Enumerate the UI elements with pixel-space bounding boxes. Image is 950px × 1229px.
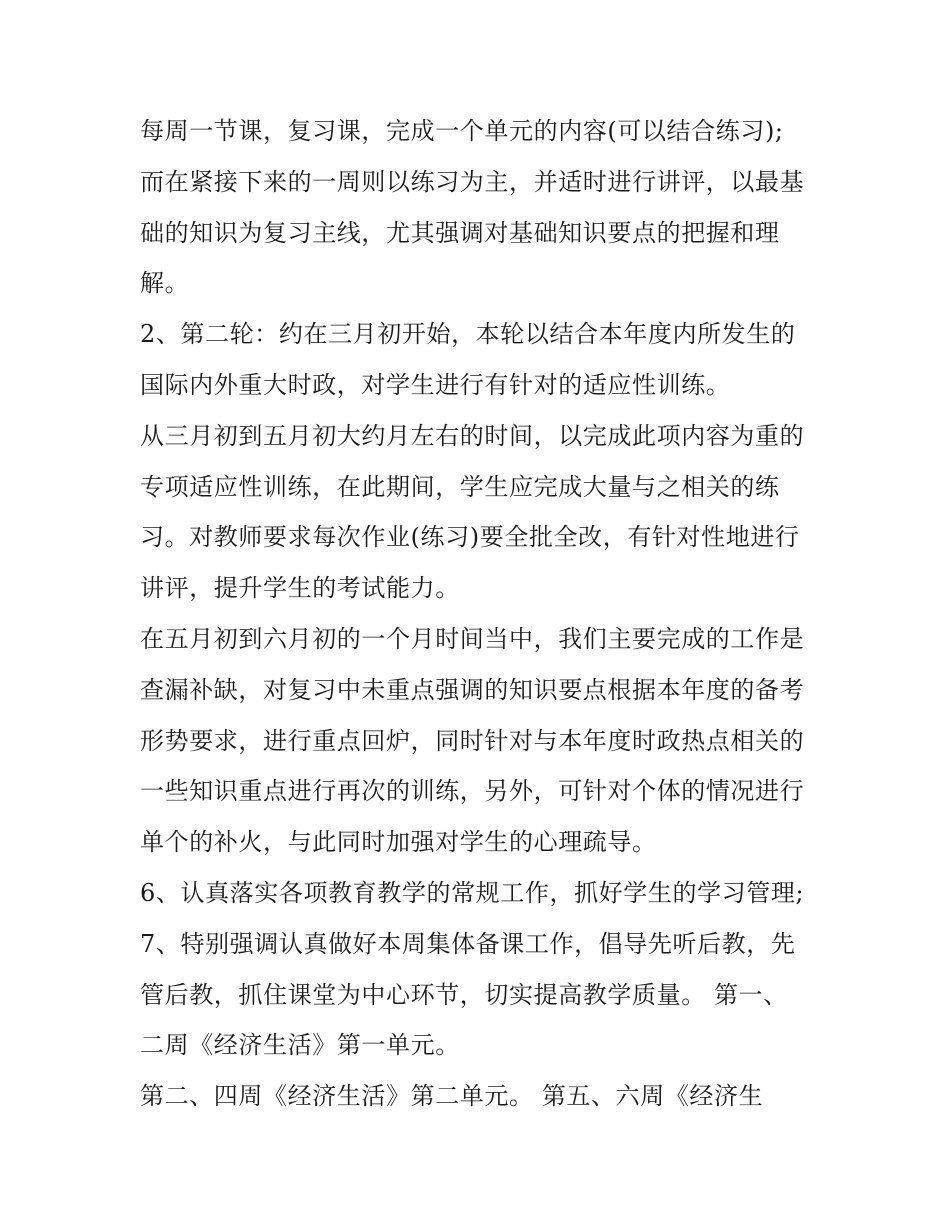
text-line: 讲评，提升学生的考试能力。 [140,574,460,603]
text-line: 每周一节课，复习课，完成一个单元的内容(可以结合练习); [140,117,784,145]
text-line: 国际内外重大时政，对学生进行有针对的适应性训练。 [140,370,731,399]
text-line: 而在紧接下来的一周则以练习为主，并适时进行讲评，以最基 [140,167,805,196]
text-line: 二周《经济生活》第一单元。 [140,1031,460,1060]
text-line: 2、第二轮：约在三月初开始，本轮以结合本年度内所发生的 [140,320,796,349]
text-line: 解。 [140,269,190,298]
text-line: 7、特别强调认真做好本周集体备课工作，倡导先听后教，先 [140,929,796,958]
text-line: 单个的补火，与此同时加强对学生的心理疏导。 [140,828,657,857]
document-body [140,106,820,1122]
text-line: 6、认真落实各项教育教学的常规工作，抓好学生的学习管理; [140,878,805,907]
text-line: 在五月初到六月初的一个月时间当中，我们主要完成的工作是 [140,624,805,653]
text-line: 习。对教师要求每次作业(练习)要全批全改，有针对性地进行 [140,523,800,552]
text-line: 专项适应性训练，在此期间，学生应完成大量与之相关的练 [140,472,780,501]
text-line: 从三月初到五月初大约月左右的时间，以完成此项内容为重的 [140,421,805,450]
text-line: 一些知识重点进行再次的训练，另外，可针对个体的情况进行 [140,777,805,806]
text-line: 第二、四周《经济生活》第二单元。 第五、六周《经济生 [140,1082,764,1111]
text-line: 础的知识为复习主线，尤其强调对基础知识要点的把握和理 [140,218,780,247]
text-line: 形势要求，进行重点回炉，同时针对与本年度时政热点相关的 [140,726,805,755]
text-line: 管后教，抓住课堂为中心环节，切实提高教学质量。 第一、 [140,980,788,1009]
text-line: 查漏补缺，对复习中未重点强调的知识要点根据本年度的备考 [140,675,805,704]
